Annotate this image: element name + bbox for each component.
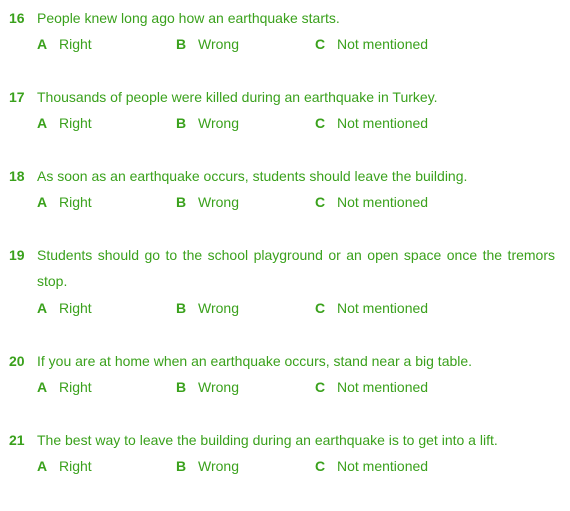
option-letter: B [176,379,187,395]
question-text: As soon as an earthquake occurs, students should leave the building. [37,168,468,184]
option-a[interactable] [37,35,92,53]
option-b[interactable] [176,114,239,132]
option-label: Wrong [198,300,239,316]
option-label: Not mentioned [337,379,429,395]
option-label: Wrong [198,194,239,210]
option-label: Not mentioned [337,115,429,131]
option-a[interactable] [37,193,92,211]
option-a[interactable] [37,299,92,317]
option-b[interactable] [176,299,239,317]
option-label: Not mentioned [337,194,429,210]
option-label: Right [59,300,92,316]
option-letter: C [315,194,326,210]
question-text: People knew long ago how an earthquake starts. [37,10,340,26]
option-label: Not mentioned [337,300,429,316]
option-letter: B [176,36,187,52]
option-label: Wrong [198,115,239,131]
option-c[interactable] [315,114,428,132]
option-label: Wrong [198,458,239,474]
option-letter: A [37,194,48,210]
option-b[interactable] [176,193,239,211]
question-number: 17 [9,89,25,105]
option-a[interactable] [37,378,92,396]
option-label: Right [59,379,92,395]
option-letter: A [37,36,48,52]
option-letter: B [176,300,187,316]
option-label: Not mentioned [337,458,429,474]
option-a[interactable] [37,114,92,132]
option-a[interactable] [37,457,92,475]
option-b[interactable] [176,457,239,475]
option-letter: C [315,300,326,316]
option-label: Right [59,36,92,52]
option-letter: C [315,379,326,395]
question-text: The best way to leave the building during an earthquake is to get into a lift. [37,432,498,448]
option-label: Wrong [198,36,239,52]
option-letter: A [37,379,48,395]
option-c[interactable] [315,193,428,211]
question-number: 20 [9,353,25,369]
option-c[interactable] [315,378,428,396]
option-c[interactable] [315,35,428,53]
question-number: 19 [9,247,25,263]
option-letter: B [176,194,187,210]
option-letter: B [176,458,187,474]
option-label: Not mentioned [337,36,429,52]
question-text: Thousands of people were killed during an earthquake in Turkey. [37,89,438,105]
option-b[interactable] [176,35,239,53]
option-letter: C [315,458,326,474]
option-letter: C [315,36,326,52]
question-text: If you are at home when an earthquake occurs, stand near a big table. [37,353,473,369]
option-label: Right [59,194,92,210]
option-letter: B [176,115,187,131]
question-number: 21 [9,432,25,448]
option-label: Right [59,115,92,131]
option-letter: A [37,458,48,474]
option-c[interactable] [315,457,428,475]
option-letter: A [37,115,48,131]
question-number: 16 [9,10,25,26]
question-number: 18 [9,168,25,184]
option-c[interactable] [315,299,428,317]
option-letter: C [315,115,326,131]
option-label: Right [59,458,92,474]
option-letter: A [37,300,48,316]
question-text: Students should go to the school playground or an open space once the tremors stop. [37,247,555,289]
option-b[interactable] [176,378,239,396]
option-label: Wrong [198,379,239,395]
